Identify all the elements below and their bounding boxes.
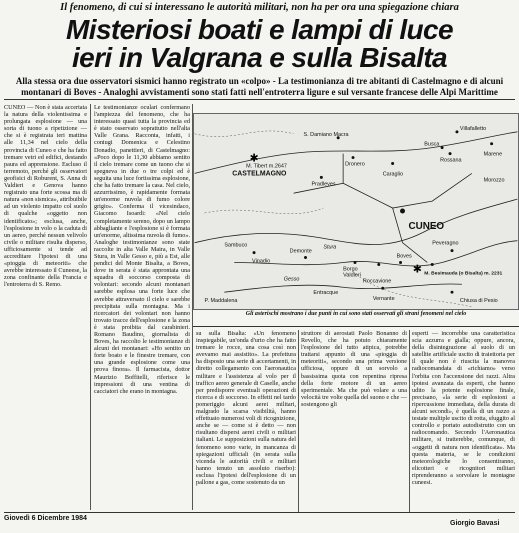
headline-divider (4, 99, 515, 100)
map-label-bisalta: M. Besimauda (o Bisalta) m. 2231 (424, 271, 503, 277)
svg-text:✱: ✱ (412, 263, 422, 276)
column-divider (409, 330, 410, 512)
area-map (193, 113, 519, 310)
column-divider (90, 104, 91, 510)
article-column-4: struttore di aerostati Paolo Bonanno di Revello, che ha potuto chiaramente l'esplosione del tutto atipica, potrebbe trattarsi appunto di una «pioggia di meteoriti», secondo una prima versione ufficiosa, oppure di un sorvolo a bassissima quota con repentina ripresa della forte motore di un aereo sperimentale. Ma che può volare a una velocità tre volte quella del suono e che — sostengono gli (301, 330, 407, 408)
map-label-roccavione: Roccavione (362, 278, 392, 285)
map-label-castelmagno: CASTELMAGNO (232, 170, 287, 178)
article-column-3: su sulla Bisalta: «Un fenomeno inspiegabile, un'onda d'urto che ha fatto tremare le rocce, una cosa così non avevamo mai assistito». La prefettura ha disposto una serie di accertamenti, in diretto collegamento con l'aeronautica militare e l'assistenza al volo per il traffico aereo generale di Caselle, anche per predisporre eventuali operazioni di ricerca e di soccorso. In effetti nel tardo pomeriggio alcuni aerei militari, malgrado la scarsa visibilità, hanno effettuato numerosi voli di ricognizione, anche se — come si è detto — non risultano dispersi aerei civili o militari italiani. Le supposizioni sulla natura del fenomeno sono varie, in mancanza di spiegazioni ufficiali (in serata sulla vicenda le autorità civili e militari hanno tenuto un assoluto riserbo): esclusa l'ipotesi dell'esplosione di un pallone a gas, come sostenuto da un (196, 330, 296, 486)
map-label-vernante: Vernante (372, 296, 395, 303)
column-divider (298, 330, 299, 512)
map-label-villafalletto: Villafalletto (459, 125, 487, 132)
footer-divider (4, 512, 515, 513)
caption-divider (193, 326, 519, 327)
publication-date: Giovedì 6 Dicembre 1984 (4, 515, 87, 522)
map-label-caraglio: Caraglio (382, 171, 403, 178)
map-label-peveragno: Peveragno (432, 240, 459, 247)
map-label-boves: Boves (396, 253, 412, 260)
subhead (4, 76, 515, 98)
map-label-valdieri: Valdieri (343, 272, 361, 279)
map-label-s-damiano: S. Damiano Macra (303, 131, 349, 138)
article-column-1: CUNEO — Non è stata accertata la natura della violentissima e prolungata esplosione — una sorta di tuono a ripetizione — che si è registrata ieri mattina alle 11,34 nel cielo della provincia di Cuneo e che ha fatto tremare vetri ed edifici, destando paura ed apprensione. Escluso il terremoto, perché gli osservatori geofisici di Roburent, S. Anna di Valdieri e Genova hanno registrato una forte scossa ma di natura «non sismica», attribuibile ad un violento impatto col suolo di qualche «oggetto non identificato»; esclusa, anche, l'esplosione in volo o la caduta di un aereo, perché nessun velivolo civile o militare risulta disperso, ufficiosamente si tende ad accreditare l'ipotesi di una «pioggia di meteoriti» che avrebbe interessato il Cuneese, la zona confinante della Francia e l'entroterra di S. Remo. (4, 104, 87, 289)
subhead-line-1: Alla stessa ora due osservatori sismici hanno registrato un «colpo» - La testimonianza di tre abitanti di Castelmagno e di alcuni (15, 76, 504, 86)
headline-line-1: Misteriosi boati e lampi di luce (66, 14, 453, 45)
author-signature: Giorgio Bavasi (450, 520, 500, 527)
map-label-demonte: Demonte (289, 248, 312, 255)
subhead-line-2: montanari di Boves - Analoghi avvistamenti sono stati fatti nell'entroterra ligure e sul versante francese delle Alpi Marittime (21, 87, 498, 97)
map-label-entracque: Entracque (313, 290, 339, 297)
kicker: Il fenomeno, di cui si interessano le autorità militari, non ha per ora una spiegazione chiara (60, 2, 459, 13)
observation-asterisk (413, 263, 422, 275)
map-label-cuneo: CUNEO (408, 220, 445, 232)
map-label-vinadio: Vinadio (252, 258, 271, 265)
map-label-gesso: Gesso (283, 276, 300, 283)
map-label-morozzo: Morozzo (483, 177, 505, 184)
map-label-dronero: Dronero (345, 161, 365, 168)
headline-line-2: ieri in Valgrana e sulla Bisalta (71, 42, 448, 73)
map-label-sambuco: Sambuco (224, 242, 248, 249)
map-label-p-maddalena: P. Maddalena (204, 298, 238, 305)
map-label-borgo: Borgo (343, 266, 358, 273)
map-label-chiusa: Chiusa di Pesio (459, 298, 498, 305)
map-label-busca: Busca (424, 141, 440, 148)
map-label-marene: Marene (483, 151, 503, 158)
article-column-2: Le testimonianze oculari confermano l'ampiezza del fenomeno, che ha interessato quasi tutta la provincia ed è stato osservato soprattutto nell'alta Valle Grana. Racconta, infatti, i coniugi Domenica e Celestino Donadio, panettieri, di Castelmagno: «Poco dopo le 11,30 abbiamo sentito il cielo tremare come un tuono che si spegneva in due o tre colpi ed è seguita una luce fortissima esplosione, che ha fatto tremare la casa. Nel cielo, azzurrissimo, è rapidamente formata un'enorme nuvola di fumo colore grigio». Conferma il vicesindaco, Giacomo Isoardi: «Nel cielo completamente sereno, dopo un lampo abbagliante e l'esplosione si è formata un'enorme, altissima nuvola di fumo». Analoghe testimonianze sono state raccolte in alta Valle Maira, in Valle Stura, in Valle Gesso e, più a Est, alle pendici del Monte Bisalta, a Boves, dove in serata è stata approntata una squadra di soccorso composta di volontari: secondo alcuni montanari sarebbe esplosa una forte luce che avrebbe attraversato il cielo e sarebbe precipitata sulla montagna. Ma i ricercatori dei volontari non hanno trovato tracce dell'esplosione e la zona è stata proibita dal carabinieri. Romano Baudino, giornalista di Boves, ha raccolto le testimonianze di alcuni dei montanari: «Ho sentito un forte boato e le finestre tremare, con una grande esplosione come una prova finora». Il farmacista, dottor Maurizio Boffitelli, riferisce le impressioni di una ventina di cacciatori che erano in montagna. (94, 104, 190, 395)
map-label-pradleves: Pradleves (311, 181, 336, 188)
svg-text:✱: ✱ (249, 152, 259, 165)
map-label-rossana: Rossana (440, 157, 462, 164)
map-label-tibert: M. Tibert m.2647 (246, 163, 287, 170)
article-column-5: esperti — incorrebbe una caratteristica scia azzurra e gialla; oppure, ancora, della disintegrazione al suolo di un satellite artificiale uscito di traiettoria per il quale non è riuscita la manovra radiocomandata di «richiamo» verso l'orbita con l'accensione dei razzi. Altra ipotesi avanzata da esperti, che hanno udito la potente esplosione finale, precisano, «la serie di esplosioni a ripercussione immediata, della durata di alcuni secondi», è quella di un razzo a testate multiple uscito di rotta, sfuggito al controllo e portato autodistrutto con un radiocomando. Secondo l'Aeronautica militare, si tratterebbe, comunque, di «oggetti di natura non identificata». Ma questa materia, se le condizioni meteorologiche lo consentiranno, elicotteri e ricognitori militari riprenderanno a sorvolare le montagne cuneesi. (412, 330, 515, 486)
map-caption: Gli asterischi mostrano i due punti in cui sono stati osservati gli strani fenomeni nel cielo (245, 311, 467, 317)
map-label-stura: Stura (323, 244, 337, 251)
map-drawing (194, 114, 518, 309)
